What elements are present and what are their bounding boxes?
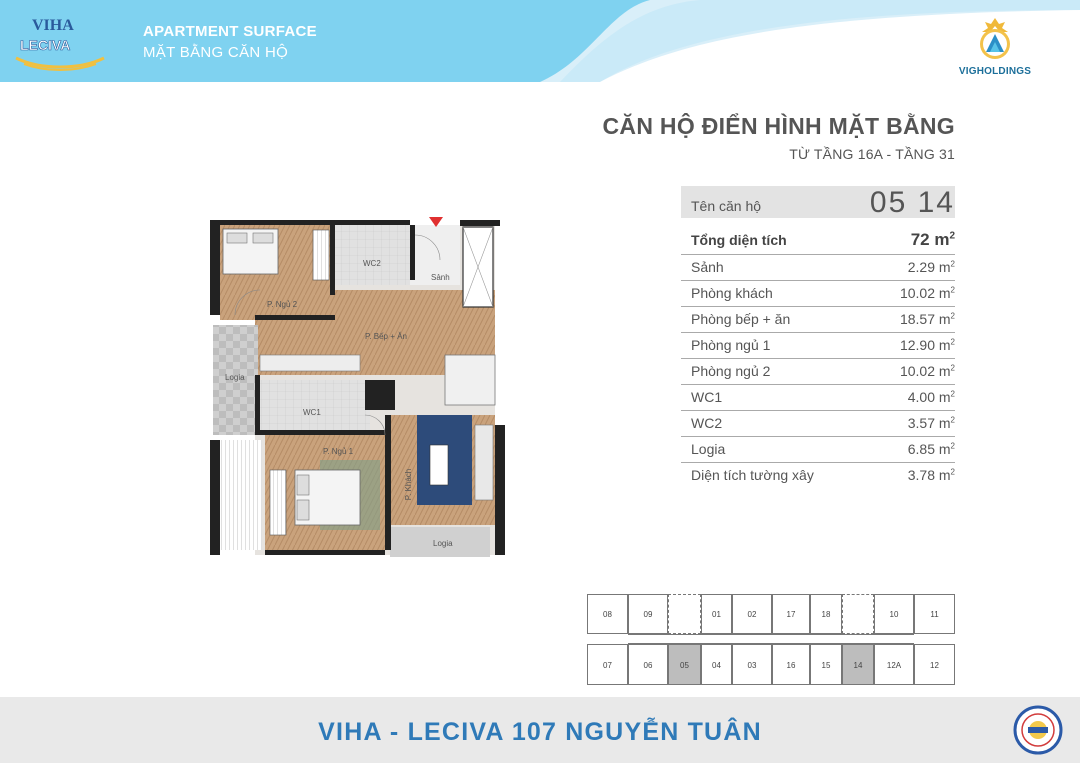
key-plan-unit: 10 (874, 594, 914, 634)
area-label: Tổng diện tích (691, 232, 787, 248)
area-value: 2.29 $m^2$ (907, 259, 955, 275)
area-row-total (681, 228, 955, 255)
label-kitchen: P. Bếp + Ăn (365, 332, 407, 341)
area-value: 72 $m^2$ (910, 230, 955, 249)
key-plan-unit: 02 (732, 594, 772, 634)
header-title: APARTMENT SURFACE (143, 23, 317, 40)
area-row (681, 255, 955, 281)
key-plan-unit-highlighted: 05 (668, 644, 701, 685)
key-plan-unit: 17 (772, 594, 810, 634)
area-table (681, 228, 955, 489)
area-value: 3.78 $m^2$ (907, 467, 955, 483)
floor-plan-drawing (205, 215, 515, 570)
key-plan-unit: 07 (587, 644, 628, 685)
area-label: Logia (691, 441, 726, 457)
key-plan-unit: 03 (732, 644, 772, 685)
key-plan-unit: 15 (810, 644, 842, 685)
key-plan-corridor-strip (628, 634, 914, 644)
area-value: 3.57 $m^2$ (907, 415, 955, 431)
key-plan-corridor (668, 594, 701, 634)
footer-title: VIHA - LECIVA 107 NGUYỄN TUÂN (318, 718, 762, 746)
key-plan-unit: 08 (587, 594, 628, 634)
area-label: Phòng khách (691, 285, 773, 301)
area-label: Sảnh (691, 259, 724, 275)
page-title: CĂN HỘ ĐIỂN HÌNH MẶT BẰNG (602, 113, 955, 139)
header-band (0, 0, 1080, 82)
area-label: Phòng bếp + ăn (691, 311, 791, 327)
unit-name-value: 05 14 (869, 186, 955, 219)
area-value: 10.02 $m^2$ (899, 285, 955, 301)
vigholdings-logo-icon (970, 14, 1020, 64)
label-logia-bottom: Logia (433, 539, 453, 548)
label-bedroom-2: P. Ngủ 2 (267, 300, 298, 309)
floor-plan (205, 215, 515, 570)
svg-text:LECIVA: LECIVA (20, 37, 71, 53)
area-label: Phòng ngủ 2 (691, 363, 771, 379)
label-logia-left: Logia (225, 373, 245, 382)
page-subtitle: TỪ TẦNG 16A - TẦNG 31 (789, 146, 955, 162)
key-plan-unit: 01 (701, 594, 732, 634)
label-wc2: WC2 (363, 259, 381, 268)
key-plan-unit: 12 (914, 644, 955, 685)
key-plan-unit: 04 (701, 644, 732, 685)
label-bedroom-1: P. Ngủ 1 (323, 447, 354, 456)
key-plan-unit: 12A (874, 644, 914, 685)
key-plan-unit: 18 (810, 594, 842, 634)
unit-name-label: Tên căn hộ (691, 198, 762, 214)
seal-icon (1013, 705, 1063, 755)
svg-text:VIHA: VIHA (32, 17, 74, 34)
project-logo (10, 10, 110, 74)
key-plan-unit-highlighted: 14 (842, 644, 874, 685)
area-row (681, 437, 955, 463)
key-plan (587, 594, 955, 685)
area-value: 6.85 $m^2$ (907, 441, 955, 457)
area-label: Phòng ngủ 1 (691, 337, 771, 353)
area-value: 12.90 $m^2$ (899, 337, 955, 353)
label-living: P. Khách (404, 468, 414, 501)
area-row (681, 463, 955, 489)
area-row (681, 281, 955, 307)
unit-name-row (681, 186, 955, 218)
area-row (681, 333, 955, 359)
label-lobby: Sảnh (431, 273, 450, 282)
area-row (681, 359, 955, 385)
area-row (681, 411, 955, 437)
area-row (681, 307, 955, 333)
brand-name: VIGHOLDINGS (958, 66, 1032, 77)
area-value: 10.02 $m^2$ (899, 363, 955, 379)
label-wc1: WC1 (303, 408, 321, 417)
area-value: 4.00 $m^2$ (907, 389, 955, 405)
header-subtitle: MẶT BẰNG CĂN HỘ (143, 44, 289, 61)
key-plan-unit: 09 (628, 594, 668, 634)
footer-band (0, 697, 1080, 763)
area-label: WC2 (691, 415, 723, 431)
area-label: WC1 (691, 389, 723, 405)
key-plan-unit: 16 (772, 644, 810, 685)
key-plan-unit: 06 (628, 644, 668, 685)
key-plan-unit: 11 (914, 594, 955, 634)
area-value: 18.57 $m^2$ (899, 311, 955, 327)
header-background (0, 0, 1080, 82)
key-plan-corridor (842, 594, 874, 634)
area-row (681, 385, 955, 411)
area-label: Diện tích tường xây (691, 467, 814, 483)
